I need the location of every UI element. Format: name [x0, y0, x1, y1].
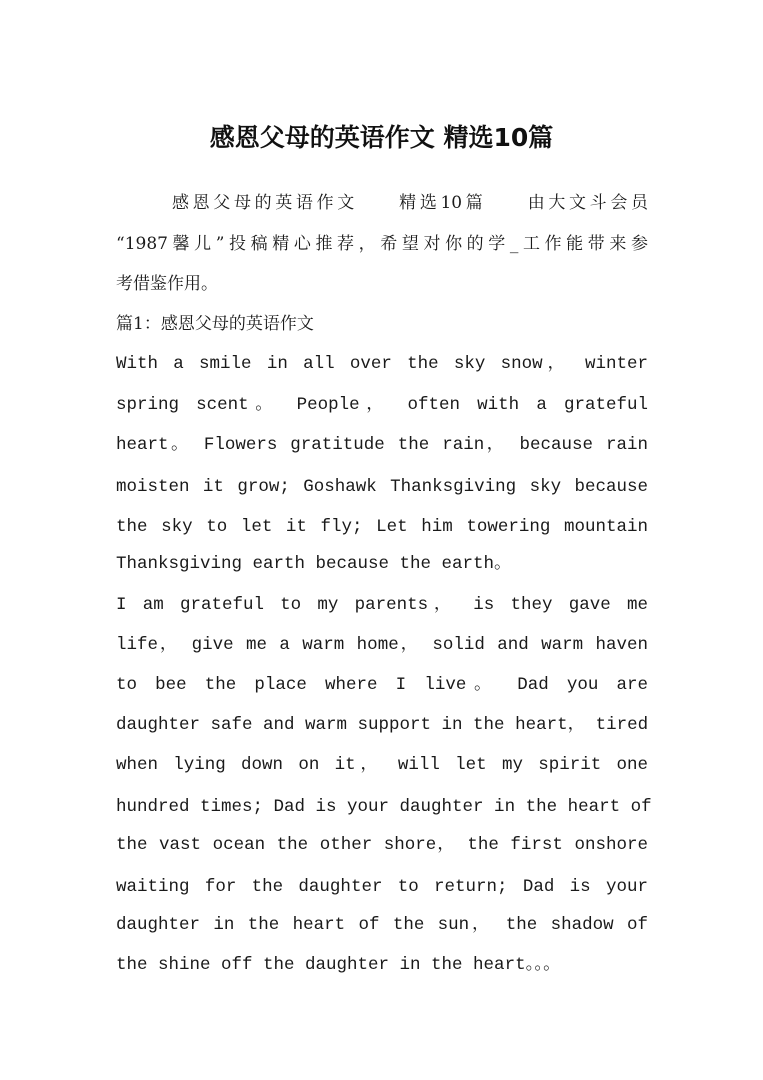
paragraph-2-line: the shine off the daughter in the heart。。。 [116, 955, 561, 975]
paragraph-1-line: the sky to let it fly; Let him towering mountain [116, 517, 648, 537]
paragraph-1-line: heart。 Flowers gratitude the rain， because rain [116, 435, 648, 455]
paragraph-2-line: hundred times; Dad is your daughter in the heart of [116, 797, 652, 817]
paragraph-2-line: to bee the place where I live。 Dad you are [116, 675, 648, 695]
paragraph-2-line: daughter in the heart of the sun， the shadow of [116, 915, 648, 935]
section-heading: 篇1：感恩父母的英语作文 [116, 314, 314, 334]
intro-line-2: “1987馨儿”投稿精心推荐，希望对你的学_工作能带来参 [116, 234, 648, 254]
paragraph-2-line: waiting for the daughter to return; Dad is your [116, 877, 648, 897]
paragraph-2-line: I am grateful to my parents， is they gave me [116, 595, 648, 615]
paragraph-2-line: when lying down on it， will let my spirit one [116, 755, 648, 775]
paragraph-1-line: spring scent。 People， often with a grateful [116, 395, 648, 415]
intro-line-3: 考借鉴作用。 [116, 274, 218, 294]
paragraph-2-line: life， give me a warm home， solid and warm haven [116, 635, 648, 655]
paragraph-1-line: Thanksgiving earth because the earth。 [116, 554, 512, 574]
paragraph-1-line: moisten it grow; Goshawk Thanksgiving sky because [116, 477, 648, 497]
intro-line-1: 感恩父母的英语作文 精选10篇 由大文斗会员 [172, 193, 648, 213]
paragraph-1-line: With a smile in all over the sky snow， winter [116, 354, 648, 374]
document-title: 感恩父母的英语作文 精选10篇 [209, 123, 554, 152]
paragraph-2-line: daughter safe and warm support in the heart， tired [116, 715, 649, 735]
paragraph-2-line: the vast ocean the other shore， the first onshore [116, 835, 648, 855]
